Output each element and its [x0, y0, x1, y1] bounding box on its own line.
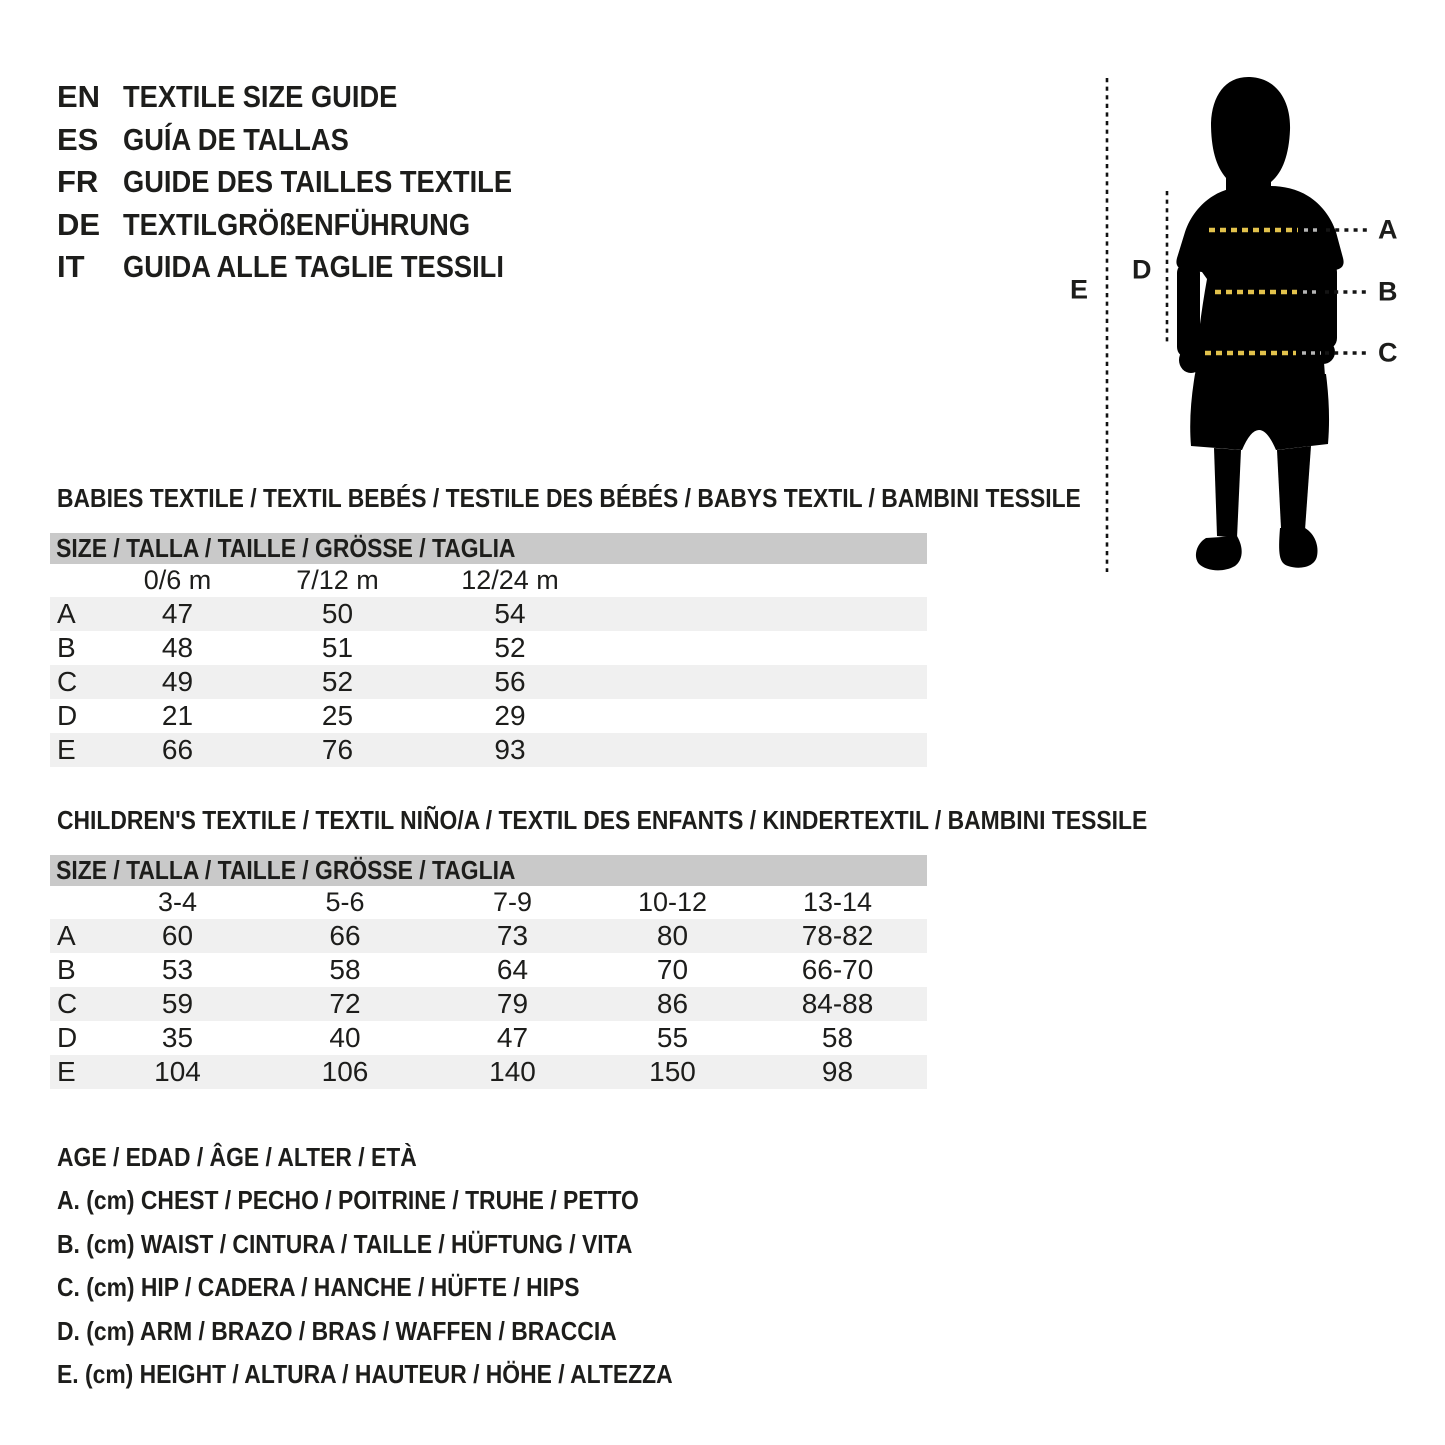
silhouette-right-shoe [1279, 528, 1317, 568]
language-row [57, 161, 565, 204]
table-cell: 72 [329, 988, 361, 1019]
language-code: IT [57, 249, 85, 284]
table-cell: 76 [321, 734, 354, 765]
table-row [50, 699, 927, 733]
table-cell: 47 [496, 1022, 529, 1053]
figure-label-hip: C [1378, 337, 1398, 368]
silhouette-left-shoe [1196, 536, 1242, 570]
figure-label-height: E [1070, 274, 1089, 305]
language-code: FR [57, 164, 99, 199]
size-header-text: SIZE / TALLA / TAILLE / GRÖSSE / TAGLIA [56, 855, 516, 885]
table-row [50, 919, 927, 953]
table-row [50, 631, 927, 665]
table-cell: 66-70 [801, 954, 874, 985]
table-cell: 73 [496, 920, 529, 951]
table-row [50, 1021, 927, 1055]
table-cell: 58 [821, 1022, 854, 1053]
children-section-title [57, 805, 1296, 836]
size-header-bar [50, 855, 927, 886]
row-label: C [57, 666, 78, 697]
column-header: 7-9 [492, 887, 533, 917]
table-cell: 84-88 [801, 988, 874, 1019]
row-label: A [57, 920, 76, 951]
measurement-figure [1060, 60, 1445, 600]
row-label: B [57, 954, 76, 985]
legend-line-height-text: E. (cm) HEIGHT / ALTURA / HAUTEUR / HÖHE / ALTEZZA [57, 1359, 673, 1390]
table-cell: 70 [656, 954, 689, 985]
size-header-bar [50, 533, 927, 564]
guide-title: GUIDA ALLE TAGLIE TESSILI [123, 249, 504, 284]
column-header-row [50, 564, 927, 597]
table-cell: 54 [494, 598, 526, 629]
table-cell: 55 [656, 1022, 689, 1053]
column-header: 0/6 m [143, 565, 212, 595]
table-cell: 58 [329, 954, 361, 985]
column-header: 12/24 m [461, 565, 559, 595]
language-code: EN [57, 79, 101, 114]
column-header: 3-4 [157, 887, 198, 917]
legend-line-waist [57, 1223, 757, 1266]
silhouette-right-leg [1277, 446, 1311, 530]
column-header: 13-14 [802, 887, 873, 917]
language-row [57, 76, 565, 119]
table-row [50, 733, 927, 767]
table-row [50, 987, 927, 1021]
row-label: C [57, 988, 78, 1019]
legend-line-arm [57, 1310, 757, 1353]
column-header: 10-12 [637, 887, 708, 917]
table-cell: 64 [496, 954, 529, 985]
babies-section-title-text: BABIES TEXTILE / TEXTIL BEBÉS / TESTILE DES BÉBÉS / BABYS TEXTIL / BAMBINI TESSILE [57, 483, 1081, 513]
table-cell: 66 [329, 920, 361, 951]
children-size-table [50, 855, 927, 1089]
language-row [57, 119, 565, 162]
table-cell: 80 [656, 920, 689, 951]
row-label: E [57, 734, 76, 765]
guide-title: GUÍA DE TALLAS [123, 121, 349, 157]
table-cell: 50 [321, 598, 354, 629]
table-row [50, 665, 927, 699]
legend-line-hip [57, 1266, 757, 1309]
figure-label-chest: A [1378, 214, 1398, 245]
silhouette-left-hand [1179, 347, 1203, 373]
table-cell: 51 [321, 632, 354, 663]
row-label: E [57, 1056, 76, 1087]
table-cell: 40 [329, 1022, 361, 1053]
table-cell: 106 [321, 1056, 369, 1087]
table-cell: 86 [656, 988, 689, 1019]
table-cell: 104 [154, 1056, 201, 1087]
table-cell: 47 [161, 598, 194, 629]
legend-line-chest-text: A. (cm) CHEST / PECHO / POITRINE / TRUHE / PETTO [57, 1185, 639, 1216]
silhouette-right-arm [1313, 260, 1337, 350]
legend-line-waist-text: B. (cm) WAIST / CINTURA / TAILLE / HÜFTUNG / VITA [57, 1228, 633, 1259]
table-cell: 25 [321, 700, 354, 731]
silhouette-left-arm [1177, 262, 1200, 358]
language-row [57, 204, 565, 247]
column-header: 5-6 [325, 887, 365, 917]
language-row [57, 246, 565, 289]
silhouette-shorts [1190, 374, 1329, 450]
table-cell: 56 [494, 666, 526, 697]
table-cell: 93 [494, 734, 526, 765]
size-header-text: SIZE / TALLA / TAILLE / GRÖSSE / TAGLIA [56, 533, 516, 563]
guide-title: TEXTILGRÖßENFÜHRUNG [123, 206, 471, 242]
row-label: D [57, 700, 78, 731]
table-row [50, 953, 927, 987]
guide-title: TEXTILE SIZE GUIDE [123, 79, 398, 114]
table-cell: 35 [161, 1022, 194, 1053]
row-label: A [57, 598, 76, 629]
children-section-title-text: CHILDREN'S TEXTILE / TEXTIL NIÑO/A / TEXTIL DES ENFANTS / KINDERTEXTIL / BAMBINI TESSILE [57, 805, 1148, 835]
language-code: ES [57, 121, 99, 157]
table-cell: 52 [321, 666, 354, 697]
measurement-legend [57, 1136, 757, 1396]
row-label: D [57, 1022, 78, 1053]
table-row [50, 1055, 927, 1089]
table-cell: 21 [161, 700, 194, 731]
child-silhouette-graphic [1060, 60, 1445, 600]
table-cell: 48 [161, 632, 194, 663]
language-code: DE [57, 206, 101, 242]
table-row [50, 597, 927, 631]
table-cell: 60 [161, 920, 194, 951]
legend-line-height [57, 1353, 757, 1396]
legend-line-age [57, 1136, 757, 1179]
table-cell: 66 [161, 734, 194, 765]
legend-line-hip-text: C. (cm) HIP / CADERA / HANCHE / HÜFTE / HIPS [57, 1272, 580, 1303]
table-cell: 98 [821, 1056, 854, 1087]
babies-section-title [57, 483, 1220, 514]
column-header-row [50, 886, 927, 919]
table-cell: 29 [494, 700, 526, 731]
table-cell: 78-82 [801, 920, 874, 951]
legend-line-arm-text: D. (cm) ARM / BRAZO / BRAS / WAFFEN / BRACCIA [57, 1315, 617, 1346]
row-label: B [57, 632, 76, 663]
table-cell: 52 [494, 632, 526, 663]
legend-line-age-text: AGE / EDAD / ÂGE / ALTER / ETÀ [57, 1142, 417, 1172]
table-cell: 150 [649, 1056, 696, 1087]
figure-label-waist: B [1378, 276, 1398, 307]
language-title-list [57, 76, 565, 289]
babies-size-table [50, 533, 927, 767]
table-cell: 140 [489, 1056, 536, 1087]
figure-label-arm: D [1132, 254, 1152, 285]
guide-title: GUIDE DES TAILLES TEXTILE [123, 164, 513, 199]
table-cell: 49 [161, 666, 194, 697]
table-cell: 59 [161, 988, 194, 1019]
legend-line-chest [57, 1179, 757, 1222]
table-cell: 79 [496, 988, 529, 1019]
column-header: 7/12 m [296, 565, 379, 595]
table-cell: 53 [161, 954, 194, 985]
